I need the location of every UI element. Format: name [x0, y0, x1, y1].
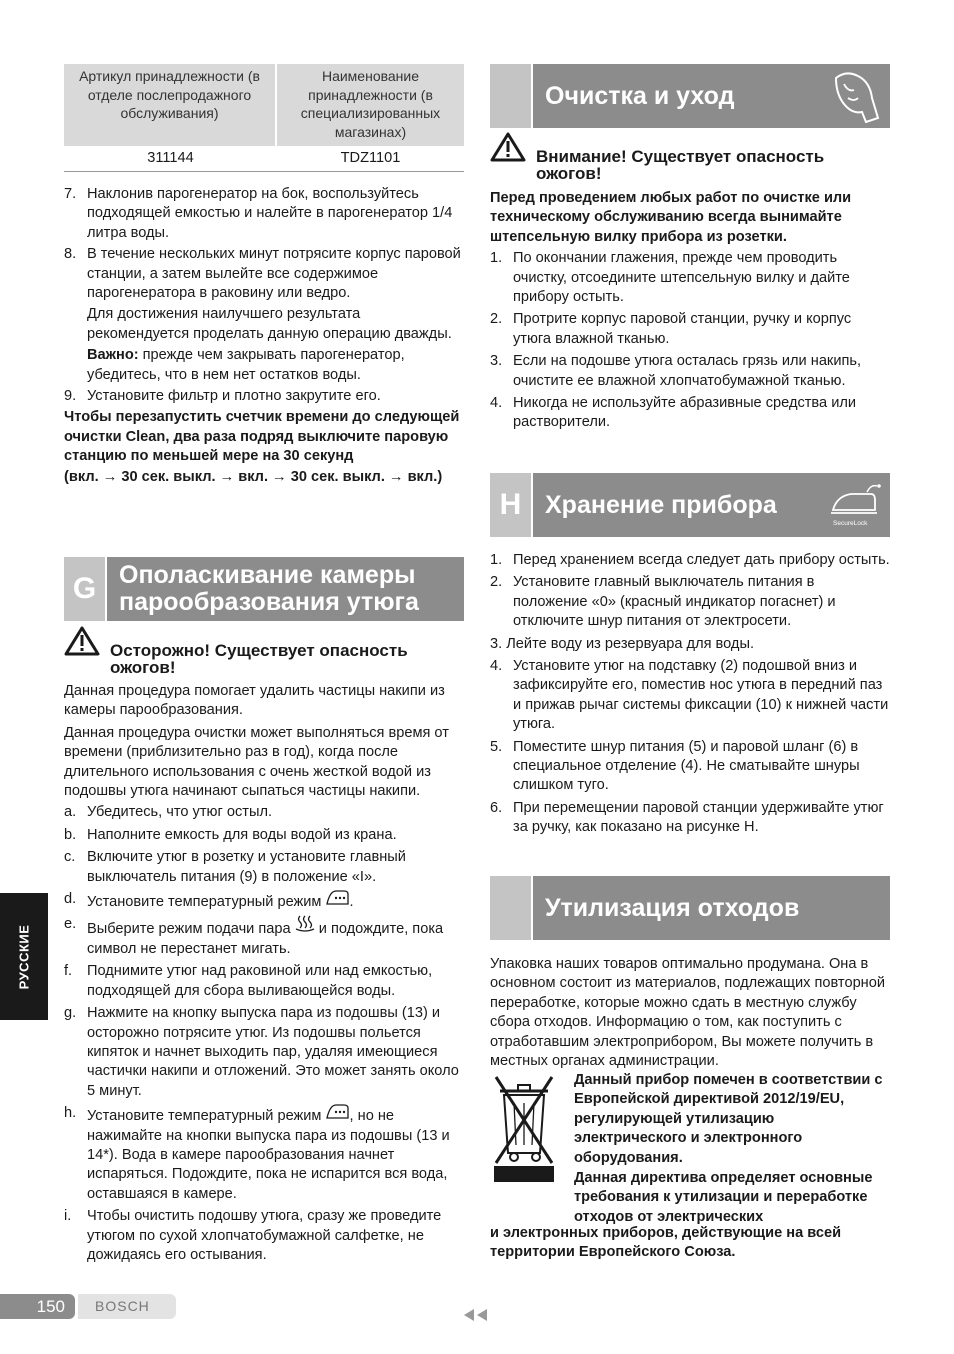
iron-temp-icon: [326, 894, 350, 910]
steam-icon: [295, 921, 315, 937]
iron-temp-icon: [326, 1108, 350, 1124]
reset-note: Чтобы перезапустить счетчик времени до следующей очистки Clean, два раза подряд выключите паровую станцию по меньшей мере на 30 секунд: [64, 409, 460, 465]
prev-page-icon[interactable]: [462, 1308, 490, 1328]
list-item: 9. Установите фильтр и плотно закрутите его.: [64, 388, 381, 405]
cleaning-banner: [490, 64, 890, 128]
list-note: Для достижения наилучшего результата рекомендуется проделать данную операцию дважды.: [87, 306, 452, 342]
warning-icon: [490, 132, 536, 182]
list-item: 1. Перед хранением всегда следует дать прибору остыть.: [490, 552, 890, 568]
section-title: Очистка и уход: [545, 81, 735, 110]
list-item: e. Выберите режим подачи пара и подождите, пока символ не перестанет мигать.: [64, 916, 444, 957]
list-item: 2. Установите главный выключатель питания в положение «0» (красный индикатор погаснет) и отключите шнур питания от электросети.: [490, 574, 836, 630]
reset-sequence: (вкл. → 30 сек. выкл. → вкл. → 30 сек. выкл. → вкл.): [64, 468, 443, 485]
list-item: h. Установите температурный режим , но не нажимайте на кнопки выпуска пара из подошвы (13 и 14*). Вода в камере парообразования начнет испаряться. Подождите, пока не испарится вся вода, оставшаяся в камере.: [64, 1105, 450, 1202]
list-item: 5. Поместите шнур питания (5) и паровой шланг (6) в специальное отделение (4). Не сматывайте шнуры слишком туго.: [490, 738, 860, 794]
secure-lock-icon: [820, 473, 890, 537]
list-item: c. Включите утюг в розетку и установите главный выключатель питания (9) в положение «I».: [64, 849, 406, 885]
weee-note-cont: и электронных приборов, действующие на всей территории Европейского Союза.: [490, 1225, 842, 1261]
section-letter: G: [64, 557, 105, 621]
paragraph: Данная процедура помогает удалить частицы накипи из камеры парообразования.: [64, 683, 445, 719]
paragraph: Данная процедура очистки может выполняться время от времени (приблизительно раз в год), когда после длительного использования с очень жесткой водой из подошвы утюга начинают сыпаться частицы накипи.: [64, 724, 449, 800]
accessory-table: [64, 64, 464, 172]
page-number: 150: [0, 1294, 75, 1319]
table-row: [64, 146, 464, 172]
list-item: f. Поднимите утюг над раковиной или над емкостью, подходящей для сбора выливающейся воды.: [64, 963, 433, 999]
list-item: 4. Установите утюг на подставку (2) подошвой вниз и зафиксируйте его, поместив нос утюга в передний паз и прижав рычаг системы фиксации (10) к нижней части утюга.: [490, 658, 889, 733]
warning-icon: [64, 626, 110, 676]
list-item: 4. Никогда не используйте абразивные средства или растворители.: [490, 395, 857, 431]
section-h-banner: [490, 473, 890, 537]
section-letter: H: [490, 473, 531, 537]
list-item: d. Установите температурный режим .: [64, 891, 354, 911]
list-item: b. Наполните емкость для воды водой из крана.: [64, 826, 397, 843]
list-item: 7. Наклонив парогенератор на бок, воспользуйтесь подходящей емкостью и налейте в парогенератор 1/4 литра воды.: [64, 186, 453, 241]
steps-7-9: [64, 185, 464, 487]
table-header: Артикул принадлежности (в отделе послепродажного обслуживания): [64, 64, 275, 146]
list-item: g. Нажмите на кнопку выпуска пара из подошвы (13) и осторожно потрясите утюг. Из подошвы польется кипяток и начнет выходить пар, удаляя имеющиеся частички накипи и отложений. Это может занять около 5 минут.: [64, 1005, 459, 1099]
list-item: a. Убедитесь, что утюг остыл.: [64, 804, 273, 821]
storage-steps: [490, 551, 890, 838]
burn-warning: Осторожно! Существует опасность ожогов!: [64, 626, 464, 676]
disposal-text: Упаковка наших товаров оптимально продумана. Она в основном состоит из материалов, подлежащих повторной переработке, которые можно сдать в местную службу сбора отходов. Информацию о том, как поступить с отработавшим электроприбором, Вы можете получить в местных органах администрации.: [490, 956, 886, 1070]
list-item: 8. В течение нескольких минут потрясите корпус паровой станции, а затем вылейте все содержимое парогенератора в раковину или ведро.: [64, 246, 461, 302]
cleaning-body: [490, 189, 890, 433]
language-tab: РУССКИЕ: [0, 893, 48, 1020]
weee-bin-icon: [490, 1073, 558, 1185]
important-note: Важно: прежде чем закрывать парогенератор, убедитесь, что в нем нет остатков воды.: [87, 347, 405, 383]
list-item: 3. Лейте воду из резервуара для воды.: [490, 635, 754, 652]
table-cell: TDZ1101: [340, 149, 401, 166]
list-item: 3. Если на подошве утюга осталась грязь или накипь, очистите ее влажной хлопчатобумажной тканью.: [490, 353, 862, 389]
list-item: 1. По окончании глажения, прежде чем проводить очистку, отсоедините штепсельную вилку и дайте прибору остыть.: [490, 250, 850, 306]
list-item: 6. При перемещении паровой станции удерживайте утюг за ручку, как показано на рисунке H.: [490, 799, 884, 836]
weee-note: Данный прибор помечен в соответствии с Европейской директивой 2012/19/EU, регулирующей утилизацию электрического и электронного оборудования. Данная директива определяет основные требования к утилизации и переработке отходов от электрических: [574, 1072, 883, 1225]
list-item: 2. Протрите корпус паровой станции, ручку и корпус утюга влажной тканью.: [490, 311, 852, 347]
burn-warning: Внимание! Существует опасность ожогов!: [490, 132, 890, 182]
bold-note: Перед проведением любых работ по очистке или техническому обслуживанию всегда вынимайте штепсельную вилку прибора из розетки.: [490, 190, 852, 245]
section-title: Ополаскивание камеры парообразования утюга: [119, 561, 419, 616]
table-header: Наименование принадлежности (в специализированных магазинах): [277, 64, 464, 146]
brand-label: BOSCH: [78, 1294, 176, 1319]
section-g-body: [64, 682, 464, 1265]
section-g-banner: [64, 557, 464, 621]
section-title: Хранение прибора: [545, 490, 777, 519]
svg-text:SecureLock: SecureLock: [833, 520, 868, 527]
disposal-banner: [490, 876, 890, 940]
list-item: i. Чтобы очистить подошву утюга, сразу же проведите утюгом по сухой хлопчатобумажной салфетке, не дожидаясь его остывания.: [64, 1208, 442, 1263]
section-title: Утилизация отходов: [545, 893, 800, 922]
table-cell: 311144: [147, 149, 194, 166]
cleaning-hand-icon: [820, 64, 890, 128]
